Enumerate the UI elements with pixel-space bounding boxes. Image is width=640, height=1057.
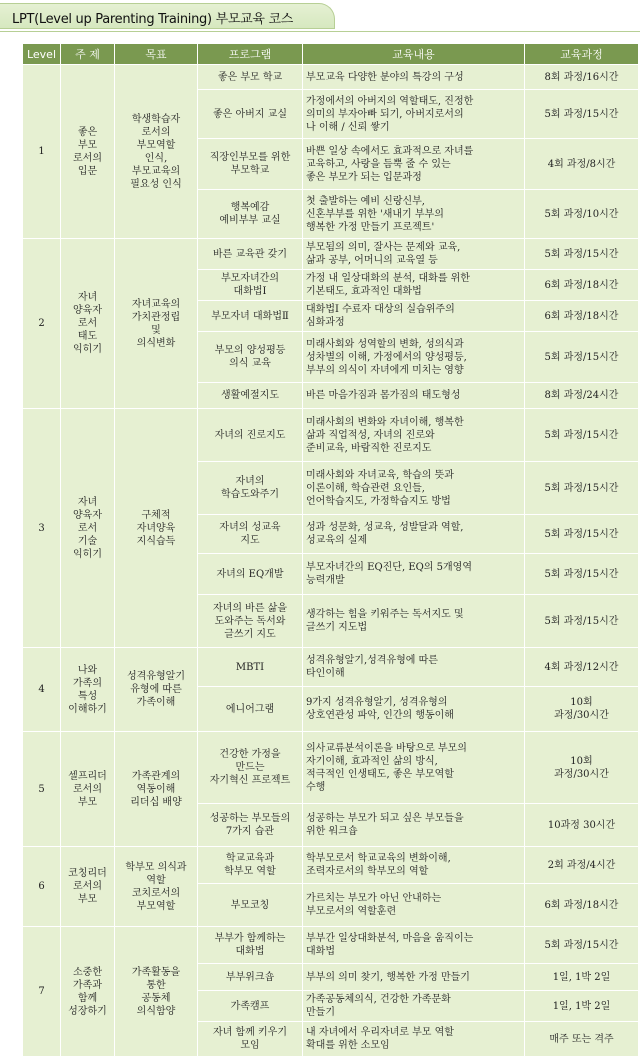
- content-cell: 부모교육 다양한 분야의 특강의 구성: [303, 65, 525, 90]
- program-cell: 부모자녀간의 대화법Ⅰ: [198, 270, 303, 301]
- course-cell: 10회 과정/30시간: [525, 732, 639, 804]
- table-row: [23, 732, 639, 804]
- course-cell: 5회 과정/15시간: [525, 90, 639, 139]
- topic-cell: 자녀 양육자 로서 기술 익히기: [61, 409, 115, 648]
- content-cell: 생각하는 힘을 키워주는 독서지도 및 글쓰기 지도법: [303, 595, 525, 648]
- program-cell: 자녀의 학습도와주기: [198, 462, 303, 515]
- goal-cell: 성격유형알기 유형에 따른 가족이해: [115, 648, 198, 732]
- level-cell: 2: [23, 239, 61, 409]
- page-title: LPT(Level up Parenting Training) 부모교육 코스: [12, 12, 293, 27]
- program-cell: 부모코칭: [198, 884, 303, 927]
- course-cell: 5회 과정/15시간: [525, 462, 639, 515]
- content-cell: 미래사회의 변화와 자녀이해, 행복한 삶과 직업적성, 자녀의 진로와 준비교육, 바람직한 진로지도: [303, 409, 525, 462]
- course-cell: 8회 과정/16시간: [525, 65, 639, 90]
- program-cell: 에니어그램: [198, 687, 303, 732]
- topic-cell: 소중한 가족과 함께 성장하기: [61, 927, 115, 1057]
- course-cell: 8회 과정/24시간: [525, 383, 639, 409]
- topic-cell: 코칭리더 로서의 부모: [61, 847, 115, 927]
- goal-cell: 자녀교육의 가치관정립 및 의식변화: [115, 239, 198, 409]
- content-cell: 부모자녀간의 EQ진단, EQ의 5개영역 능력개발: [303, 554, 525, 595]
- content-cell: 미래사회와 자녀교육, 학습의 뜻과 이론이해, 학습관련 요인들, 언어학습지도, 가정학습지도 방법: [303, 462, 525, 515]
- content-cell: 미래사회와 성역할의 변화, 성의식과 성차별의 이해, 가정에서의 양성평등, 부부의 의식이 자녀에게 미치는 영향: [303, 332, 525, 383]
- table-row: [23, 65, 639, 90]
- content-cell: 부모됨의 의미, 잘사는 문제와 교육, 삶과 공부, 어머니의 교육열 등: [303, 239, 525, 270]
- program-cell: 좋은 아버지 교실: [198, 90, 303, 139]
- header-course: 교육과정: [525, 44, 639, 65]
- course-cell: 6회 과정/18시간: [525, 884, 639, 927]
- program-cell: 행복예감 예비부부 교실: [198, 190, 303, 239]
- header-row: [23, 44, 639, 65]
- program-cell: 자녀의 EQ개발: [198, 554, 303, 595]
- goal-cell: 학생학습자 로서의 부모역할 인식, 부모교육의 필요성 인식: [115, 65, 198, 239]
- content-cell: 9가지 성격유형알기, 성격유형의 상호연관성 파악, 인간의 행동이해: [303, 687, 525, 732]
- program-cell: 가족캠프: [198, 991, 303, 1022]
- content-cell: 성격유형알기,성격유형에 따른 타인이해: [303, 648, 525, 687]
- content-cell: 가정 내 일상대화의 분석, 대화를 위한 기본태도, 효과적인 대화법: [303, 270, 525, 301]
- topic-cell: 자녀 양육자 로서 태도 익히기: [61, 239, 115, 409]
- program-cell: 부모자녀 대화법Ⅱ: [198, 301, 303, 332]
- course-cell: 5회 과정/15시간: [525, 554, 639, 595]
- program-cell: 직장인부모를 위한 부모학교: [198, 139, 303, 190]
- program-cell: 자녀의 바른 삶을 도와주는 독서와 글쓰기 지도: [198, 595, 303, 648]
- content-cell: 가르치는 부모가 아닌 안내하는 부모로서의 역할훈련: [303, 884, 525, 927]
- header-topic: 주 제: [61, 44, 115, 65]
- level-cell: 3: [23, 409, 61, 648]
- course-cell: 5회 과정/15시간: [525, 515, 639, 554]
- course-cell: 10회 과정/30시간: [525, 687, 639, 732]
- course-cell: 4회 과정/12시간: [525, 648, 639, 687]
- content-cell: 바쁜 일상 속에서도 효과적으로 자녀를 교육하고, 사랑을 듬뿍 줄 수 있는 좋은 부모가 되는 입문과정: [303, 139, 525, 190]
- title-underline: [0, 31, 640, 32]
- level-cell: 7: [23, 927, 61, 1057]
- goal-cell: 구체적 자녀양육 지식습득: [115, 409, 198, 648]
- content-cell: 부부간 일상대화분석, 마음을 움직이는 대화법: [303, 927, 525, 964]
- course-cell: 5회 과정/15시간: [525, 332, 639, 383]
- course-cell: 2회 과정/4시간: [525, 847, 639, 884]
- content-cell: 의사교류분석이론을 바탕으로 부모의 자기이해, 효과적인 삶의 방식, 적극적인 인생태도, 좋은 부모역할 수행: [303, 732, 525, 804]
- course-cell: 4회 과정/8시간: [525, 139, 639, 190]
- goal-cell: 학부모 의식과 역할 코치로서의 부모역할: [115, 847, 198, 927]
- course-cell: 1일, 1박 2일: [525, 991, 639, 1022]
- level-cell: 4: [23, 648, 61, 732]
- program-cell: 부모의 양성평등 의식 교육: [198, 332, 303, 383]
- program-cell: 부부가 함께하는 대화법: [198, 927, 303, 964]
- table-row: [23, 847, 639, 884]
- content-cell: 학부모로서 학교교육의 변화이해, 조력자로서의 학부모의 역할: [303, 847, 525, 884]
- course-cell: 1일, 1박 2일: [525, 964, 639, 991]
- level-cell: 1: [23, 65, 61, 239]
- program-cell: 생활예절지도: [198, 383, 303, 409]
- goal-cell: 가족활동을 통한 공동체 의식함양: [115, 927, 198, 1057]
- topic-cell: 나와 가족의 특성 이해하기: [61, 648, 115, 732]
- program-cell: 부부위크숍: [198, 964, 303, 991]
- content-cell: 성과 성문화, 성교육, 성발달과 역할, 성교육의 실제: [303, 515, 525, 554]
- content-cell: 대화법Ⅰ 수료자 대상의 실습위주의 심화과정: [303, 301, 525, 332]
- table-row: [23, 239, 639, 270]
- program-cell: 건강한 가정을 만드는 자기혁신 프로젝트: [198, 732, 303, 804]
- header-goal: 목표: [115, 44, 198, 65]
- course-cell: 5회 과정/15시간: [525, 239, 639, 270]
- content-cell: 첫 출발하는 예비 신랑신부, 신혼부부를 위한 '새내기 부부의 행복한 가정 만들기 프로젝트': [303, 190, 525, 239]
- course-cell: 5회 과정/15시간: [525, 595, 639, 648]
- content-cell: 바른 마음가짐과 몸가짐의 태도형성: [303, 383, 525, 409]
- content-cell: 가정에서의 아버지의 역할태도, 진정한 의미의 부자아빠 되기, 아버지로서의 나 이해 / 신뢰 쌓기: [303, 90, 525, 139]
- content-cell: 내 자녀에서 우리자녀로 부모 역할 확대를 위한 소모임: [303, 1022, 525, 1057]
- content-cell: 가족공동체의식, 건강한 가족문화 만들기: [303, 991, 525, 1022]
- program-cell: 자녀의 성교육 지도: [198, 515, 303, 554]
- course-cell: 10과정 30시간: [525, 804, 639, 847]
- course-cell: 매주 또는 격주: [525, 1022, 639, 1057]
- level-cell: 5: [23, 732, 61, 847]
- course-cell: 6회 과정/18시간: [525, 301, 639, 332]
- program-cell: 학교교육과 학부모 역할: [198, 847, 303, 884]
- level-cell: 6: [23, 847, 61, 927]
- course-cell: 6회 과정/18시간: [525, 270, 639, 301]
- course-cell: 5회 과정/15시간: [525, 927, 639, 964]
- course-cell: 5회 과정/15시간: [525, 409, 639, 462]
- program-cell: 자녀의 진로지도: [198, 409, 303, 462]
- course-cell: 5회 과정/10시간: [525, 190, 639, 239]
- program-cell: 자녀 함께 키우기 모임: [198, 1022, 303, 1057]
- header-program: 프로그램: [198, 44, 303, 65]
- table-row: [23, 409, 639, 462]
- topic-cell: 좋은 부모 로서의 입문: [61, 65, 115, 239]
- title-bar: [0, 0, 640, 36]
- header-level: Level: [23, 44, 61, 65]
- content-cell: 부부의 의미 찾기, 행복한 가정 만들기: [303, 964, 525, 991]
- program-cell: MBTI: [198, 648, 303, 687]
- table-row: [23, 927, 639, 964]
- goal-cell: 가족관계의 역동이해 리더십 배양: [115, 732, 198, 847]
- content-cell: 성공하는 부모가 되고 싶은 부모들을 위한 워크숍: [303, 804, 525, 847]
- topic-cell: 셀프리더 로서의 부모: [61, 732, 115, 847]
- table-body: [23, 65, 639, 1057]
- program-cell: 성공하는 부모들의 7가지 습관: [198, 804, 303, 847]
- header-content: 교육내용: [303, 44, 525, 65]
- course-table: [22, 43, 639, 1057]
- table-row: [23, 648, 639, 687]
- program-cell: 좋은 부모 학교: [198, 65, 303, 90]
- program-cell: 바른 교육관 갖기: [198, 239, 303, 270]
